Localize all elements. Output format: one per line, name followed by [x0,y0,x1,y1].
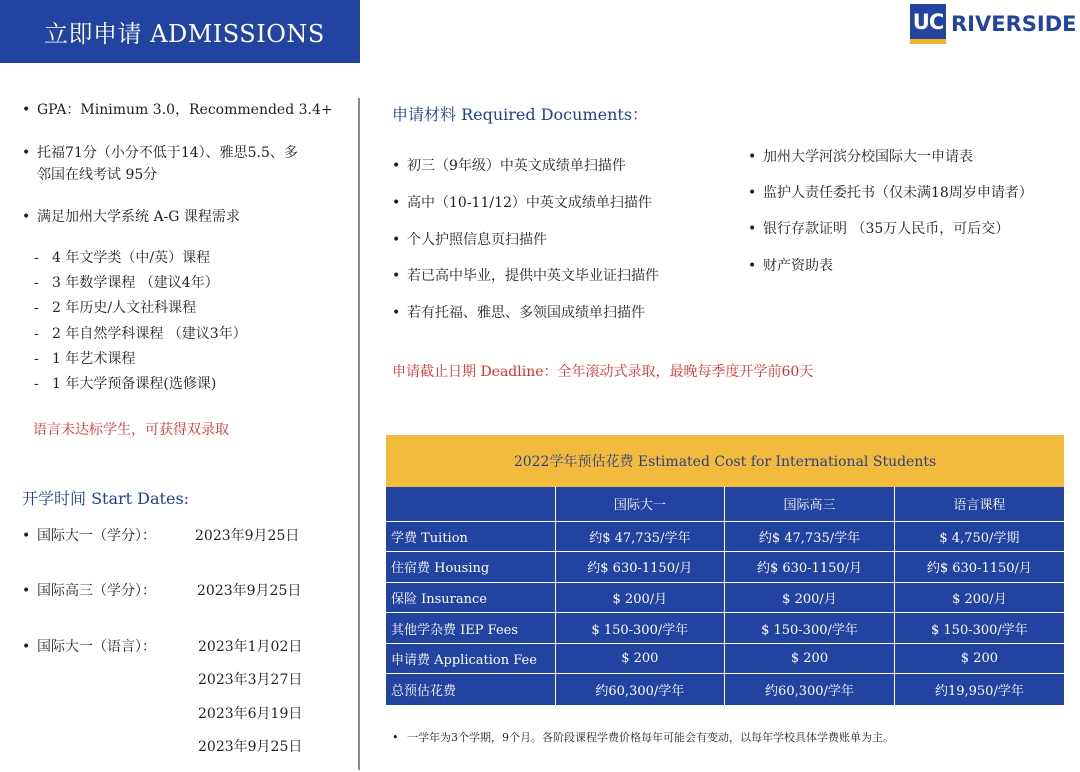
list-item: - 3 年数学课程 （建议4年） [34,275,219,292]
requirement-gpa [22,99,333,121]
cell: 约19,950/学年 [894,674,1064,705]
start-date-row: • 国际高三（学分）： [22,583,156,599]
document-item: • 若有托福、雅思、多领国成绩单扫描件 [392,305,645,321]
start-date-label: 国际高三（学分）： [37,583,156,599]
document-item: • 若已高中毕业，提供中英文毕业证扫描件 [392,268,659,284]
column-header: 国际大一 [555,487,725,521]
footnote: • 一学年为3个学期，9个月。各阶段课程学费价格每年可能会有变动，以每年学校具体学费账单为主。 [392,731,894,744]
start-date-value: 2023年1月02日 [198,639,303,655]
header-bar [0,0,360,63]
cell: 约$ 630-1150/月 [894,552,1064,583]
row-label: 保险 Insurance [386,582,555,613]
cell: 约60,300/学年 [555,674,725,705]
documents-title: 申请材料 Required Documents： [392,105,649,124]
requirement-text: 托福71分（小分不低于14）、雅思5.5、多 [37,145,298,161]
logo-mark: UC [910,4,946,44]
document-item: • 个人护照信息页扫描件 [392,232,547,248]
document-item: • 初三（9年级）中英文成绩单扫描件 [392,158,626,174]
cell: $ 150-300/学年 [555,613,725,644]
start-date-value: 2023年6月19日 [198,706,303,722]
list-item: - 1 年大学预备课程(选修课) [34,376,217,393]
cell: $ 150-300/学年 [894,613,1064,644]
start-date-value: 2023年9月25日 [195,528,300,544]
cell: 约60,300/学年 [725,674,895,705]
cell: $ 200 [725,643,895,674]
table-row [386,674,1064,705]
start-date-value: 2023年9月25日 [197,583,302,599]
document-item: • 监护人责任委托书（仅未满18周岁申请者） [748,185,1033,201]
row-label: 学费 Tuition [386,521,555,552]
requirement-text: 满足加州大学系统 A-G 课程需求 [37,209,240,225]
table-header-row [386,487,1064,521]
start-date-label: 国际大一（学分）： [37,528,156,544]
cell: $ 200 [555,643,725,674]
cost-grid [386,487,1064,705]
cell: $ 4,750/学期 [894,521,1064,552]
table-row [386,582,1064,613]
cell: 约$ 630-1150/月 [555,552,725,583]
cell: $ 200/月 [555,582,725,613]
bullet: • [22,145,31,161]
cell: 约$ 47,735/学年 [555,521,725,552]
table-row [386,613,1064,644]
document-item: • 加州大学河滨分校国际大一申请表 [748,149,973,165]
bullet: • [22,209,31,225]
ag-course-list [34,246,247,397]
table-row [386,643,1064,674]
cell: $ 200 [894,643,1064,674]
cell: $ 200/月 [894,582,1064,613]
row-label: 住宿费 Housing [386,552,555,583]
row-label: 申请费 Application Fee [386,643,555,674]
dual-admission-note: 语言未达标学生，可获得双录取 [33,422,229,438]
cell: 约$ 630-1150/月 [725,552,895,583]
document-item: • 银行存款证明 （35万人民币，可后交） [748,221,1010,237]
start-date-value: 2023年3月27日 [198,672,303,688]
bullet: • [22,102,31,118]
requirement-language [22,142,298,186]
table-row [386,552,1064,583]
start-date-row: • 国际大一（语言）： [22,639,156,655]
logo-text: RIVERSIDE [951,12,1077,36]
list-item: - 2 年自然学科课程 （建议3年） [34,325,247,342]
cell: $ 200/月 [725,582,895,613]
column-header: 国际高三 [725,487,895,521]
cell: $ 150-300/学年 [725,613,895,644]
column-header: 语言课程 [953,498,1006,514]
requirement-ag [22,206,240,228]
row-label: 其他学杂费 IEP Fees [386,613,555,644]
requirement-text: 邻国在线考试 95分 [37,167,158,183]
list-item: - 2 年历史/人文社科课程 [34,300,197,317]
requirement-text: GPA：Minimum 3.0，Recommended 3.4+ [37,102,333,118]
table-row [386,521,1064,552]
cost-table-title: 2022学年预估花费 Estimated Cost for International Students [386,435,1064,487]
start-date-value: 2023年9月25日 [198,739,303,755]
cell: 约$ 47,735/学年 [725,521,895,552]
start-dates-title: 开学时间 Start Dates: [22,489,190,508]
list-item: - 1 年艺术课程 [34,350,136,367]
document-item: • 财产资助表 [748,258,833,274]
column-divider [358,98,360,770]
start-date-row: • 国际大一（学分）： [22,528,156,544]
row-label: 总预估花费 [386,674,555,705]
column-header [386,487,555,521]
uc-riverside-logo [910,4,1076,44]
start-date-label: 国际大一（语言）： [37,639,156,655]
page-title: 立即申请 ADMISSIONS [44,20,325,48]
document-item: • 高中（10-11/12）中英文成绩单扫描件 [392,195,652,211]
deadline-note: 申请截止日期 Deadline：全年滚动式录取，最晚每季度开学前60天 [392,364,814,380]
list-item: - 4 年文学类（中/英）课程 [34,250,211,266]
cost-table [386,435,1064,705]
